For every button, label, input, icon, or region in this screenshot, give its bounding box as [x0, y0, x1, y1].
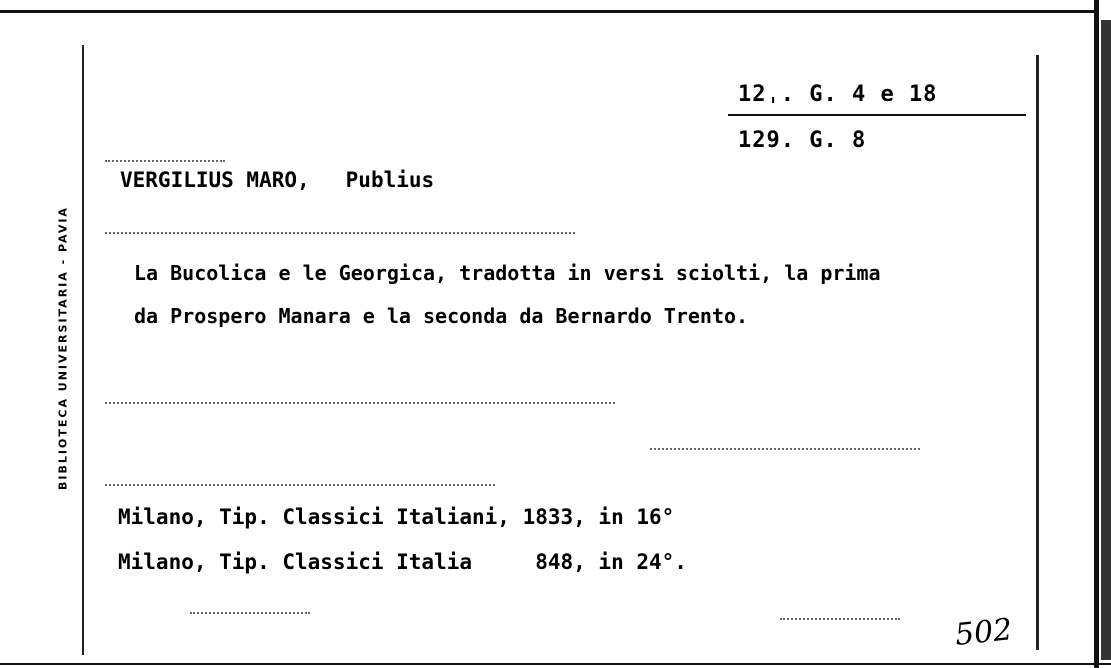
author-surname: VERGILIUS MARO,	[120, 168, 310, 192]
bottom-border	[0, 663, 1111, 665]
shelfmark-rule	[728, 114, 1026, 116]
library-stamp	[53, 158, 73, 538]
right-edge-shadow	[1101, 20, 1111, 660]
title-line: da Prospero Manara e la seconda da Bernardo Trento.	[134, 304, 749, 328]
left-margin-rule	[82, 45, 84, 655]
shelfmark-secondary: 129. G. 8	[738, 128, 867, 153]
guide-dots	[105, 232, 575, 234]
shelfmark-primary: 12ˌ. G. 4 e 18	[738, 82, 938, 107]
imprint-line: Milano, Tip. Classici Italia 848, in 24°.	[118, 550, 687, 574]
guide-dots	[190, 612, 310, 614]
imprint-line: Milano, Tip. Classici Italiani, 1833, in 16°	[118, 505, 675, 529]
handwritten-number: 502	[953, 612, 1014, 653]
right-edge	[1094, 0, 1099, 668]
guide-dots	[105, 160, 225, 162]
guide-dots	[105, 484, 495, 486]
guide-dots	[780, 618, 900, 620]
guide-dots	[650, 448, 920, 450]
title-block	[134, 252, 1024, 338]
author-heading	[120, 168, 434, 192]
top-border	[0, 10, 1095, 13]
library-stamp-text: BIBLIOTECA UNIVERSITARIA - PAVIA	[56, 206, 70, 490]
author-given-name: Publius	[345, 168, 435, 192]
title-line: La Bucolica e le Georgica, tradotta in versi sciolti, la prima	[134, 261, 881, 285]
right-margin-rule	[1036, 55, 1039, 650]
guide-dots	[105, 402, 615, 404]
